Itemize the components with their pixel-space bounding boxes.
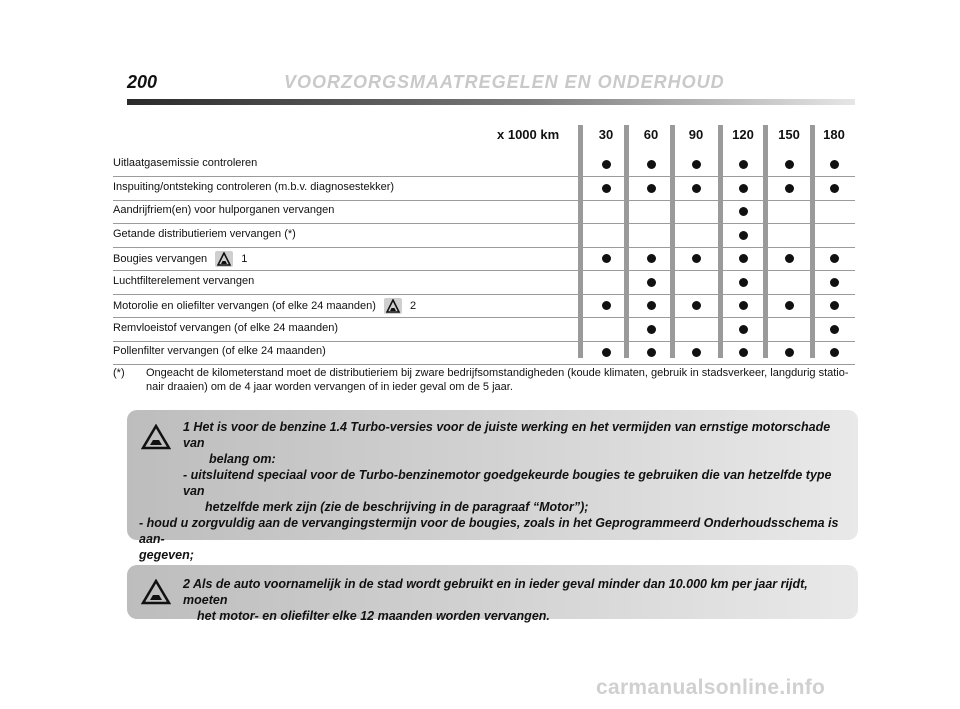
warning1-line-1: 1 Het is voor de benzine 1.4 Turbo-versies voor de juiste werking en het vermijden van ernstige motorschade van (183, 420, 831, 450)
row-label-text: Pollenfilter vervangen (of elke 24 maanden) (113, 345, 326, 357)
service-mark-dot (739, 231, 748, 240)
service-mark-dot (647, 254, 656, 263)
row-label-text: Bougies vervangen (113, 253, 208, 265)
row-label-text: Inspuiting/ontsteking controleren (m.b.v. diagnosestekker) (113, 180, 395, 193)
km-column-header: 60 (643, 127, 659, 142)
service-mark-dot (602, 348, 611, 357)
service-mark-dot (692, 254, 701, 263)
warning-triangle-icon (384, 298, 402, 314)
service-mark-dot (739, 254, 748, 263)
service-mark-dot (785, 160, 794, 169)
table-row (113, 341, 855, 365)
table-row (113, 318, 855, 342)
row-note-ref: 2 (409, 300, 417, 312)
service-mark-dot (739, 207, 748, 216)
service-mark-dot (739, 348, 748, 357)
km-column-header: 150 (778, 127, 800, 142)
table-row (113, 200, 855, 224)
service-mark-dot (830, 348, 839, 357)
warning-triangle-icon (141, 579, 171, 610)
km-column-header: 120 (732, 127, 754, 142)
service-mark-dot (830, 254, 839, 263)
warning1-line-5: - houd u zorgvuldig aan de vervangingstermijn voor de bougies, zoals in het Geprogrammeerd Onderhoudsschema is aan- (139, 516, 839, 546)
warning2-line-2: het motor- en oliefilter elke 12 maanden worden vervangen. (197, 609, 550, 623)
service-mark-dot (647, 160, 656, 169)
service-mark-dot (692, 160, 701, 169)
page-number: 200 (127, 72, 158, 92)
warning1-line-3: - uitsluitend speciaal voor de Turbo-benzinemotor goedgekeurde bougies te gebruiken die van hetzelfde type van (183, 468, 832, 498)
service-mark-dot (647, 325, 656, 334)
page-title: VOORZORGSMAATREGELEN EN ONDERHOUD (284, 72, 725, 92)
service-mark-dot (830, 184, 839, 193)
warning-box-2 (127, 565, 858, 623)
title-rule (127, 99, 855, 105)
service-mark-dot (602, 254, 611, 263)
km-unit-label: x 1000 km (497, 127, 560, 142)
table-row (113, 177, 855, 201)
warning-triangle-icon (215, 251, 233, 267)
service-mark-dot (739, 184, 748, 193)
service-mark-dot (647, 301, 656, 310)
warning1-line-4: hetzelfde merk zijn (zie de beschrijving in de paragraaf “Motor”); (205, 500, 589, 514)
footnote-marker: (*) (113, 367, 125, 379)
table-row (113, 224, 855, 248)
service-mark-dot (647, 348, 656, 357)
service-mark-dot (692, 301, 701, 310)
row-label-text: Motorolie en oliefilter vervangen (of elke 24 maanden) (113, 300, 376, 312)
service-mark-dot (830, 278, 839, 287)
row-label-text: Uitlaatgasemissie controleren (113, 157, 258, 169)
service-mark-dot (785, 254, 794, 263)
service-mark-dot (602, 160, 611, 169)
footnote-line-2: nair draaien) om de 4 jaar worden vervangen of in ieder geval om de 5 jaar. (146, 381, 513, 393)
service-mark-dot (739, 325, 748, 334)
warning1-line-2: belang om: (209, 452, 276, 466)
row-label-text: Remvloeistof vervangen (of elke 24 maanden) (113, 321, 339, 334)
warning1-line-6: gegeven; (139, 548, 194, 562)
service-mark-dot (739, 160, 748, 169)
km-column-header: 90 (688, 127, 704, 142)
service-mark-dot (785, 184, 794, 193)
service-mark-dot (830, 160, 839, 169)
service-mark-dot (647, 184, 656, 193)
row-label-text: Getande distributieriem vervangen (*) (113, 227, 296, 240)
watermark: carmanualsonline.info (596, 676, 826, 699)
footnote (113, 366, 858, 394)
service-mark-dot (647, 278, 656, 287)
service-mark-dot (785, 301, 794, 310)
service-mark-dot (739, 301, 748, 310)
service-mark-dot (692, 184, 701, 193)
service-mark-dot (602, 301, 611, 310)
service-mark-dot (602, 184, 611, 193)
service-mark-dot (830, 301, 839, 310)
table-row (113, 153, 855, 177)
warning2-line-1: 2 Als de auto voornamelijk in de stad wordt gebruikt en in ieder geval minder dan 10.000 km per jaar rijdt, moeten (183, 577, 808, 607)
km-column-header: 30 (598, 127, 614, 142)
service-mark-dot (692, 348, 701, 357)
row-label-text: Aandrijfriem(en) voor hulporganen vervangen (113, 204, 335, 216)
warning-box-1 (127, 410, 858, 562)
service-mark-dot (830, 325, 839, 334)
row-label-text: Luchtfilterelement vervangen (113, 274, 255, 287)
row-note-ref: 1 (241, 253, 248, 265)
footnote-line-1: Ongeacht de kilometerstand moet de distributieriem bij zware bedrijfsomstandigheden (koude klimaten, gebruik in stadsverkeer, langdurig statio- (146, 367, 849, 379)
table-row (113, 247, 855, 271)
service-mark-dot (785, 348, 794, 357)
table-row (113, 271, 855, 295)
service-mark-dot (739, 278, 748, 287)
table-row (113, 294, 855, 318)
km-column-header: 180 (823, 127, 845, 142)
